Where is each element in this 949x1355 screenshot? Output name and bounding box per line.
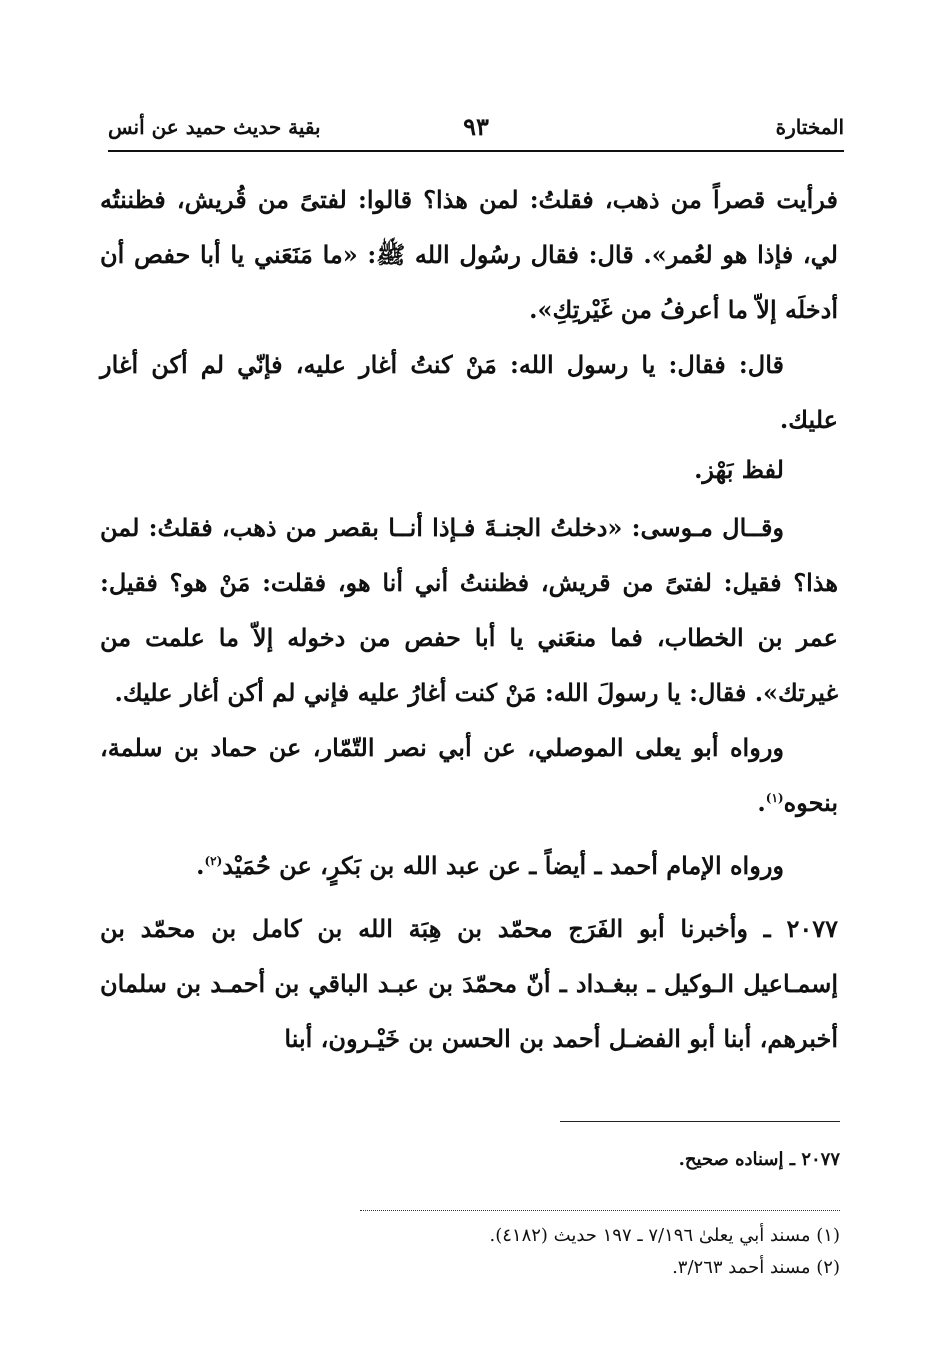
header-book-title: المختارة [775, 115, 844, 139]
footnote-ref-2: (٢) [204, 854, 223, 868]
footnote-1: (١) مسند أبي يعلىٰ ٧/١٩٦ ـ ١٩٧ حديث (٤١٨٢). [489, 1225, 840, 1246]
header-divider [108, 150, 844, 152]
footnote-divider [560, 1121, 840, 1122]
paragraph-5-text: ورواه أبو يعلى الموصلي، عن أبي نصر التّمّار، عن حماد بن سلمة، بنحوه [100, 733, 838, 817]
footnote-ref-1: (١) [765, 791, 784, 805]
paragraph-5-end: . [757, 788, 766, 817]
paragraph-7: ٢٠٧٧ ـ وأخبرنا أبو الفَرَج محمّد بن هِبَة الله بن كامل بن محمّد بن إسمـاعيل الـوكيل ـ ببغـداد ـ أنّ محمّدَ بن عبـد الباقي بن أحمـد بن سلمان أخبرهم، أبنا أبو الفضـل أحمد بن الحسن بن خَيْـرون، أبنا [100, 914, 838, 1053]
paragraph-3: لفظ بَهْز. [694, 455, 784, 484]
page-number: ٩٣ [463, 112, 489, 141]
grading-text: ٢٠٧٧ ـ إسناده صحيح. [678, 1149, 840, 1170]
paragraph-4: وقــال مـوسى: «دخلتُ الجنـةَ فـإذا أنــا بقصر من ذهب، فقلتُ: لمن هذا؟ فقيل: لفتىً من قريش، فظننتُ أني أنا هو، فقلت: مَنْ هو؟ فقيل: عمر بن الخطاب، فما منعَني يا أبا حفص من دخوله إلاّ ما علمت من غيرتك». فقال: يا رسولَ الله: مَنْ كنت أغارُ عليه فإني لم أكن أغار عليك. [100, 513, 839, 707]
footnotes [300, 1220, 840, 1284]
paragraph-6-text: ورواه الإمام أحمد ـ أيضاً ـ عن عبد الله بن بَكرٍ، عن حُمَيْد [222, 851, 784, 880]
footnote-2: (٢) مسند أحمد ٣/٢٦٣. [672, 1257, 840, 1278]
grading-note [300, 1144, 840, 1176]
paragraph-2: قال: فقال: يا رسول الله: مَنْ كنتُ أغار عليه، فإنّي لم أكن أغار عليك. [100, 350, 838, 434]
paragraph-5 [100, 720, 838, 830]
main-text [100, 172, 838, 1066]
header-section-title: بقية حديث حميد عن أنس [108, 115, 321, 139]
footnote-divider-dotted [360, 1210, 840, 1211]
running-header [108, 112, 844, 146]
paragraph-1: فرأيت قصراً من ذهب، فقلتُ: لمن هذا؟ قالوا: لفتىً من قُريش، فظننتُه لي، فإذا هو لعُمر». قال: فقال رسُول الله ﷺ: «ما مَنَعَني يا أبا حفص أن أدخلَه إلاّ ما أعرفُ من غَيْرتِكِ». [100, 185, 838, 324]
paragraph-6-end: . [196, 851, 205, 880]
paragraph-6 [100, 838, 838, 893]
